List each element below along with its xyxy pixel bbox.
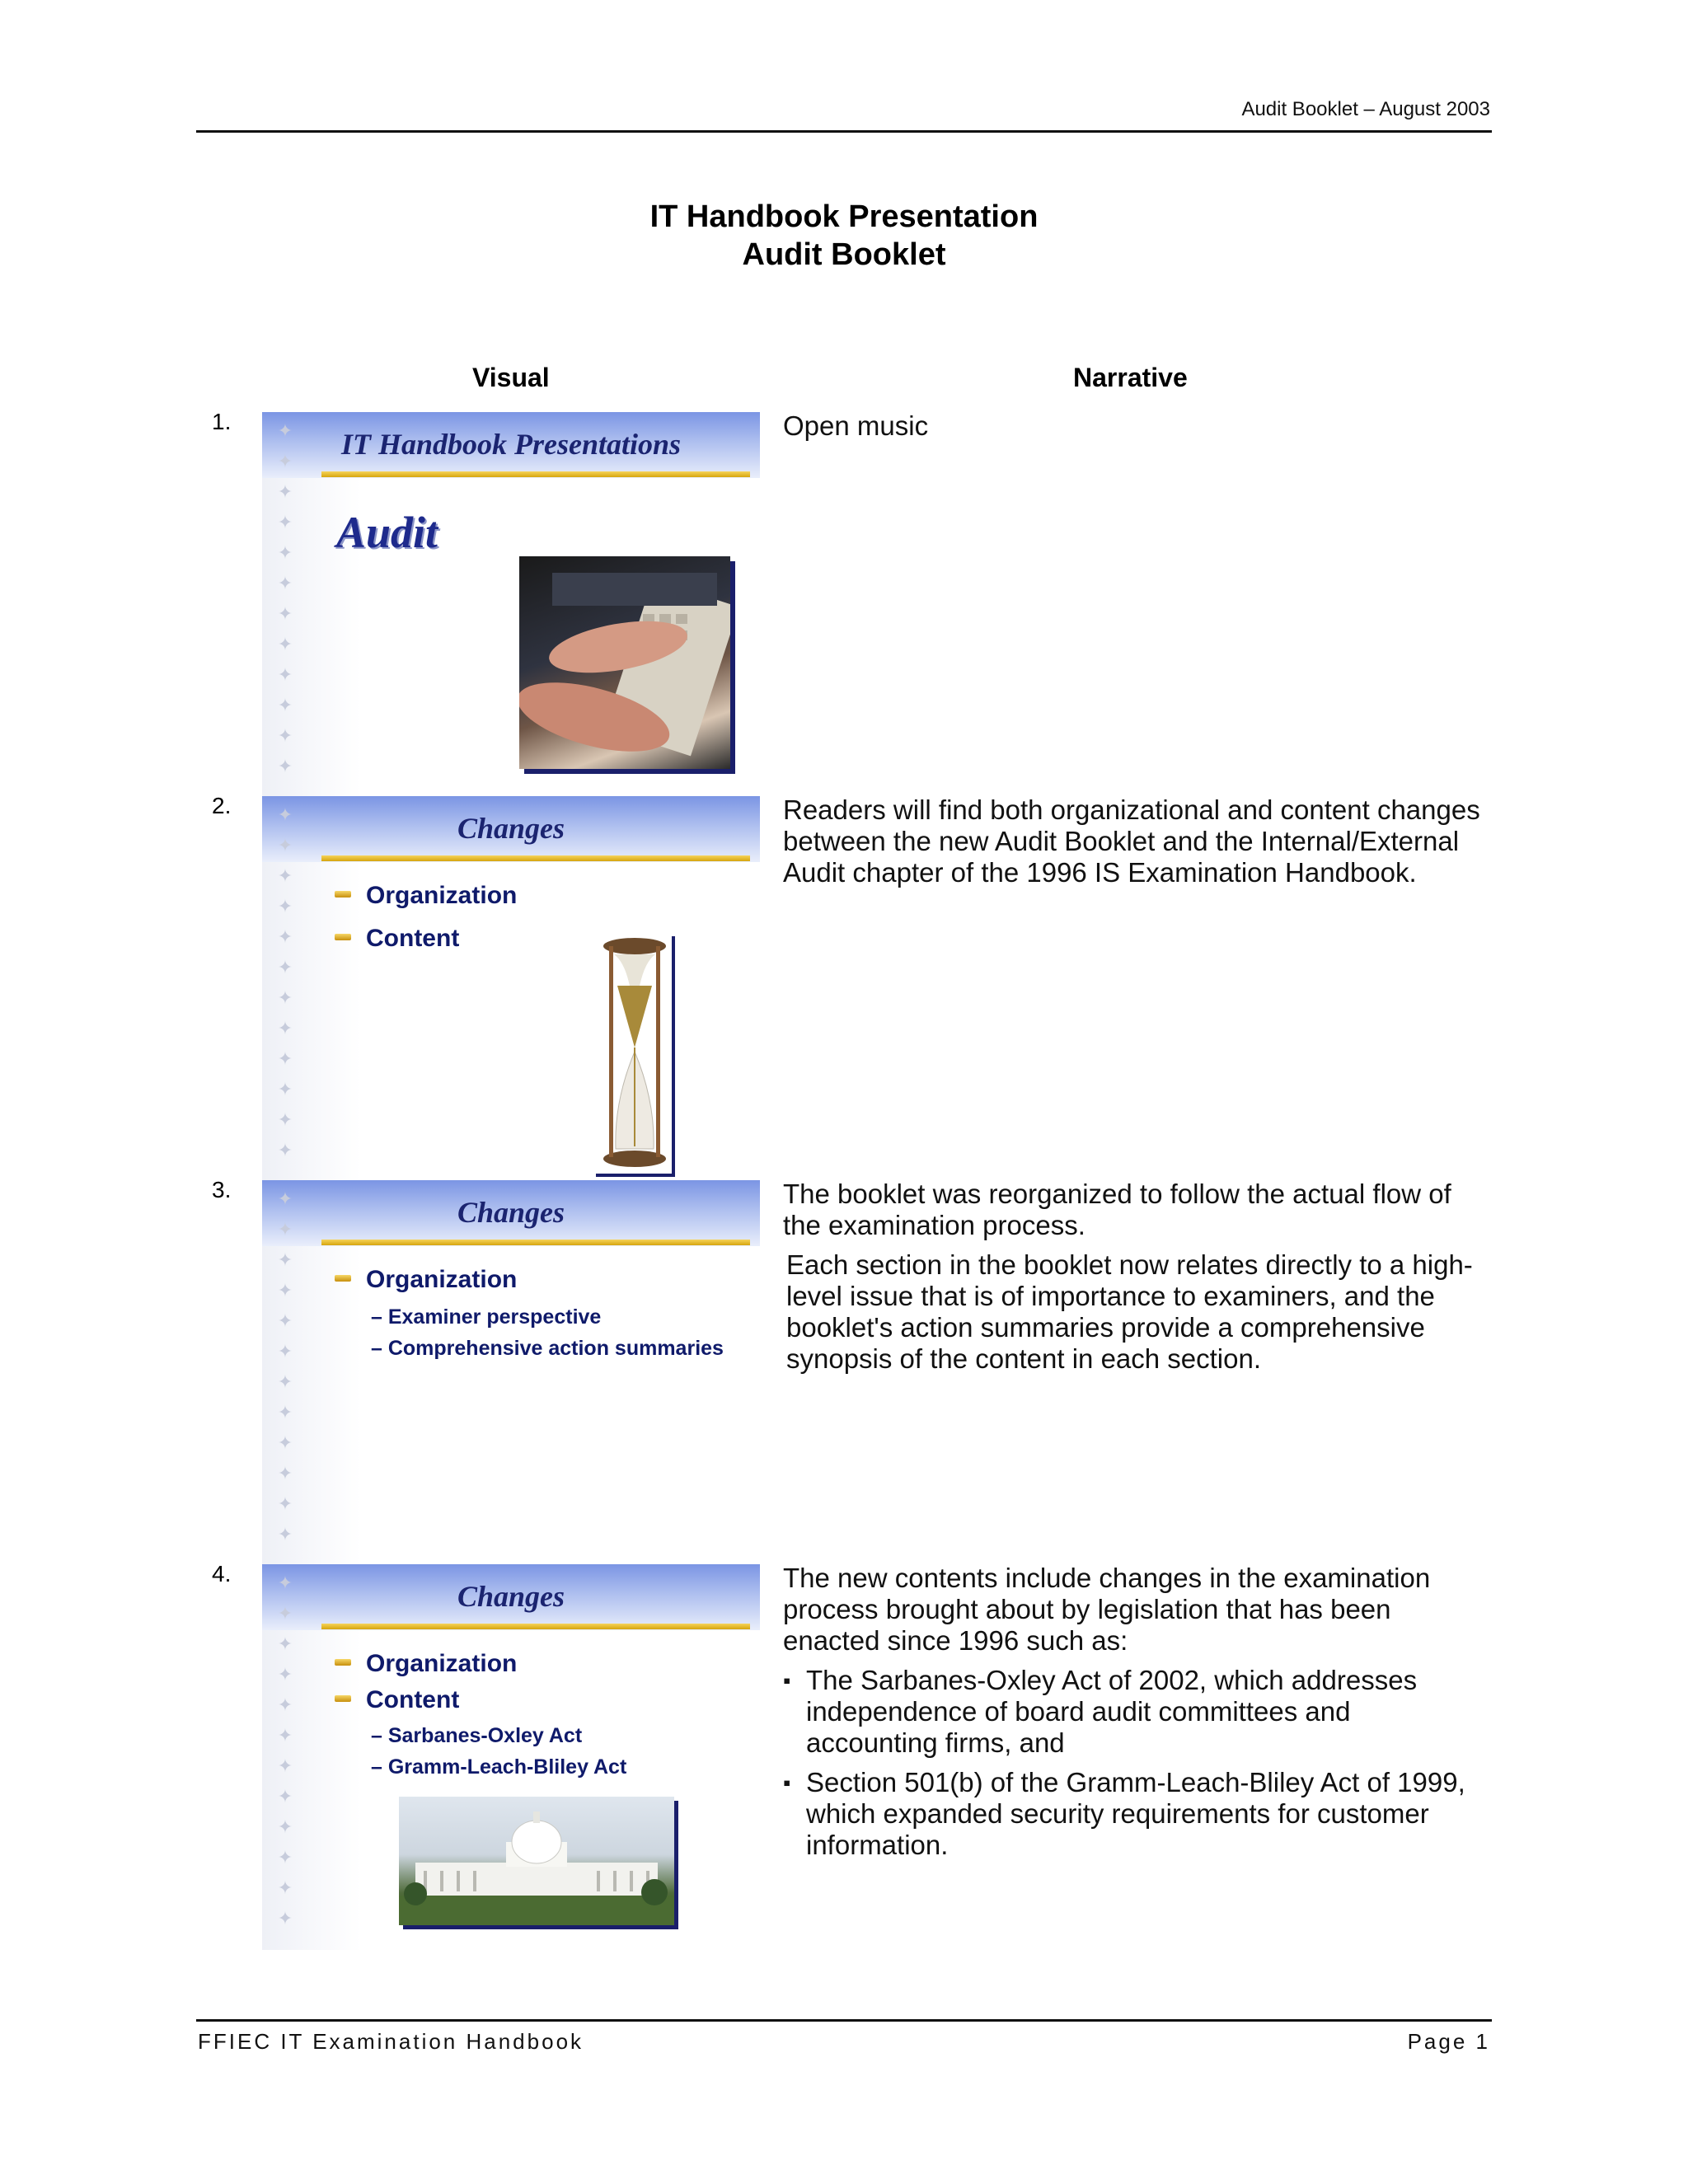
star-icon: ✦ [277, 1816, 293, 1837]
header-rule [196, 130, 1492, 133]
accent-bar [321, 1240, 750, 1245]
slide-subtitle: Audit [336, 508, 438, 557]
star-icon: ✦ [277, 1109, 293, 1130]
slide-subbullet: – Comprehensive action summaries [371, 1337, 724, 1360]
narrative-1 [783, 410, 1484, 450]
star-icon: ✦ [277, 756, 293, 776]
list-item: ▪ The Sarbanes-Oxley Act of 2002, which addresses independence of board audit committees and accounting firms, and [783, 1665, 1484, 1759]
bullet-dash-icon [335, 934, 351, 940]
title-line-1: IT Handbook Presentation [649, 199, 1039, 234]
star-icon: ✦ [277, 1371, 293, 1392]
row-number: 3. [212, 1177, 232, 1202]
hourglass-icon [596, 936, 744, 1179]
page-number: Page 1 [1407, 2029, 1490, 2054]
star-icon: ✦ [277, 865, 293, 886]
accent-bar [321, 1624, 750, 1629]
star-icon: ✦ [277, 1524, 293, 1544]
star-icon: ✦ [277, 1048, 293, 1069]
footer-rule [196, 2019, 1492, 2022]
column-header-narrative: Narrative [1073, 363, 1188, 392]
narrative-list [783, 1665, 1484, 1861]
star-icon: ✦ [277, 1847, 293, 1868]
row-number: 1. [212, 409, 232, 434]
star-icon: ✦ [277, 957, 293, 977]
star-icon: ✦ [277, 542, 293, 563]
narrative-paragraph: Each section in the booklet now relates directly to a high-level issue that is of importance to examiners, and the booklet's action summaries provide a comprehensive synopsis of the content in each section. [786, 1249, 1473, 1374]
bullet-dash-icon [335, 1275, 351, 1282]
star-icon: ✦ [277, 926, 293, 947]
title-line-2: Audit Booklet [742, 237, 946, 272]
star-icon: ✦ [277, 1572, 293, 1593]
slide-2 [262, 796, 760, 1182]
star-icon: ✦ [277, 573, 293, 593]
slide-bullet: Organization [335, 1650, 517, 1678]
star-icon: ✦ [277, 987, 293, 1008]
star-icon: ✦ [277, 1908, 293, 1929]
footer-left-text: FFIEC IT Examination Handbook [198, 2029, 584, 2054]
star-icon: ✦ [277, 451, 293, 471]
accent-bar [321, 855, 750, 861]
narrative-paragraph: Readers will find both organizational and content changes between the new Audit Booklet and the Internal/External Audit chapter of the 1996 IS Examination Handbook. [783, 794, 1480, 888]
star-icon: ✦ [277, 603, 293, 624]
bullet-dash-icon [335, 891, 351, 898]
star-icon: ✦ [277, 1725, 293, 1746]
slide-title: Changes [457, 1580, 565, 1613]
star-icon: ✦ [277, 804, 293, 825]
narrative-2 [783, 794, 1484, 897]
list-item: ▪ Section 501(b) of the Gramm-Leach-Bliley Act of 1999, which expanded security requirements for customer information. [783, 1767, 1484, 1861]
bullet-dash-icon [335, 1695, 351, 1702]
star-icon: ✦ [277, 1402, 293, 1422]
star-icon: ✦ [277, 1249, 293, 1270]
keyboard-hands-graphic [519, 556, 730, 769]
star-icon: ✦ [277, 664, 293, 685]
star-icon: ✦ [277, 896, 293, 916]
star-icon: ✦ [277, 1463, 293, 1483]
star-icon: ✦ [277, 1633, 293, 1654]
star-icon: ✦ [277, 1188, 293, 1209]
star-icon: ✦ [277, 1877, 293, 1898]
star-icon: ✦ [277, 1280, 293, 1301]
star-icon: ✦ [277, 1310, 293, 1331]
slide-bullet: Organization [335, 1266, 517, 1294]
narrative-paragraph: The new contents include changes in the examination process brought about by legislation that has been enacted since 1996 such as: [783, 1563, 1431, 1656]
slide-bullet: Organization [335, 882, 517, 910]
star-icon: ✦ [277, 1603, 293, 1624]
accent-bar [321, 471, 750, 477]
star-icon: ✦ [277, 725, 293, 746]
narrative-paragraph: Open music [783, 410, 929, 441]
star-icon: ✦ [277, 1755, 293, 1776]
slide-title: Changes [457, 812, 565, 845]
keyboard-photo [519, 556, 730, 769]
star-icon: ✦ [277, 1493, 293, 1514]
star-icon: ✦ [277, 1694, 293, 1715]
narrative-3 [783, 1179, 1484, 1383]
slide-title: IT Handbook Presentations [340, 428, 682, 461]
capitol-building-photo [399, 1797, 674, 1925]
star-column [274, 415, 297, 781]
row-number: 4. [212, 1561, 232, 1586]
star-icon: ✦ [277, 512, 293, 532]
page-header-text: Audit Booklet – August 2003 [1241, 98, 1490, 120]
slide-subbullet: – Examiner perspective [371, 1305, 602, 1329]
page-title [0, 198, 1688, 274]
slide-1 [262, 412, 760, 798]
star-icon: ✦ [277, 835, 293, 855]
star-icon: ✦ [277, 420, 293, 441]
star-icon: ✦ [277, 1219, 293, 1240]
slide-3 [262, 1180, 760, 1566]
bullet-dash-icon [335, 1659, 351, 1666]
narrative-paragraph: The booklet was reorganized to follow the actual flow of the examination process. [783, 1179, 1451, 1240]
slide-title: Changes [457, 1196, 565, 1229]
star-icon: ✦ [277, 1079, 293, 1099]
star-icon: ✦ [277, 481, 293, 502]
star-icon: ✦ [277, 695, 293, 715]
column-header-visual: Visual [472, 363, 550, 392]
slide-bullet: Content [335, 1686, 459, 1714]
star-column [274, 1568, 297, 1933]
star-icon: ✦ [277, 634, 293, 654]
slide-subbullet: – Sarbanes-Oxley Act [371, 1724, 583, 1747]
slide-subbullet: – Gramm-Leach-Bliley Act [371, 1755, 627, 1779]
star-column [274, 799, 297, 1165]
slide-4 [262, 1564, 760, 1950]
slide-bullet: Content [335, 925, 459, 953]
star-column [274, 1183, 297, 1549]
star-icon: ✦ [277, 1341, 293, 1361]
star-icon: ✦ [277, 1432, 293, 1453]
star-icon: ✦ [277, 1018, 293, 1038]
capitol-graphic [399, 1797, 674, 1925]
row-number: 2. [212, 793, 232, 818]
star-icon: ✦ [277, 1786, 293, 1807]
star-icon: ✦ [277, 1140, 293, 1160]
narrative-4 [783, 1563, 1484, 1869]
star-icon: ✦ [277, 1664, 293, 1685]
